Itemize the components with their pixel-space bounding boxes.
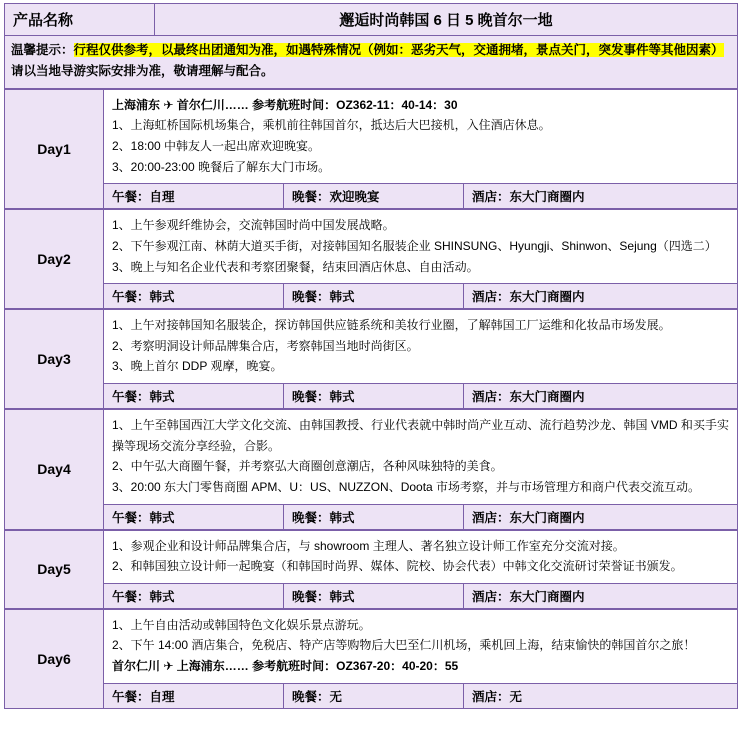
- day-row: [5, 531, 737, 610]
- itinerary-table: [4, 3, 738, 709]
- arrow-icon: ✈: [160, 97, 177, 112]
- meal-lunch: 午餐：韩式: [104, 584, 284, 608]
- hotel-info: 酒店：东大门商圈内: [472, 290, 585, 305]
- meals-bar: [104, 383, 737, 408]
- itinerary-line: 3、20:00 东大门零售商圈 APM、U：US、NUZZON、Doota 市场考察，并与市场管理方和商户代表交流互动。: [112, 479, 701, 494]
- day-content: [104, 210, 737, 283]
- day-body: [104, 210, 737, 308]
- meals-bar: [104, 583, 737, 608]
- day-label: Day4: [5, 410, 104, 529]
- day-row: [5, 90, 737, 211]
- table-header-row: [5, 4, 737, 36]
- notice-line2: 请以当地导游实际安排为准，敬请理解与配合。: [11, 64, 274, 79]
- itinerary-line: 2、18:00 中韩友人一起出席欢迎晚宴。: [112, 139, 321, 153]
- day-body: [104, 90, 737, 209]
- day-row: [5, 210, 737, 310]
- day-body: [104, 610, 737, 708]
- itinerary-line: 2、和韩国独立设计师一起晚宴（和韩国时尚界、媒体、院校、协会代表）中韩文化交流研讨荣誉证书颁发。: [112, 559, 683, 574]
- arrow-icon: ✈: [160, 659, 177, 673]
- meal-dinner: 晚餐：韩式: [284, 505, 464, 529]
- page-title: 邂逅时尚韩国 6 日 5 晚首尔一地: [339, 12, 553, 29]
- flight-time: OZ367-20：40-20：55: [336, 659, 459, 673]
- flight-origin: 上海浦东: [112, 97, 161, 112]
- flight-info: [112, 95, 729, 116]
- flight-time: OZ362-11：40-14：30: [336, 97, 458, 112]
- notice-banner: [5, 36, 737, 90]
- meal-dinner: 晚餐：欢迎晚宴: [284, 184, 464, 208]
- day-label: Day5: [5, 531, 104, 608]
- meal-dinner: 晚餐：韩式: [284, 384, 464, 408]
- meal-lunch: 午餐：韩式: [104, 384, 284, 408]
- day-row: [5, 410, 737, 531]
- meals-bar: [104, 283, 737, 308]
- days-container: [5, 90, 737, 708]
- day-label: Day6: [5, 610, 104, 708]
- product-name-label: 产品名称: [5, 4, 155, 35]
- day-content: [104, 410, 737, 504]
- meal-dinner: 晚餐：无: [284, 684, 464, 708]
- itinerary-line: 2、中午弘大商圈午餐，并考察弘大商圈创意潮店，各种风味独特的美食。: [112, 459, 503, 474]
- itinerary-line: 3、晚上首尔 DDP 观摩，晚宴。: [112, 359, 283, 374]
- meals-bar: [104, 683, 737, 708]
- meal-dinner: 晚餐：韩式: [284, 584, 464, 608]
- itinerary-line: 2、下午参观江南、林荫大道买手街，对接韩国知名服装企业 SHINSUNG、Hyungji、Shinwon、Sejung（四选二）: [112, 238, 717, 253]
- itinerary-line: 2、考察明洞设计师品牌集合店，考察韩国当地时尚街区。: [112, 338, 419, 353]
- meal-lunch: 午餐：韩式: [104, 284, 284, 308]
- day-row: [5, 610, 737, 708]
- hotel-info: 酒店：东大门商圈内: [472, 510, 585, 525]
- day-label: Day2: [5, 210, 104, 308]
- meals-bar: [104, 504, 737, 529]
- itinerary-line: 1、上午对接韩国知名服装企，探访韩国供应链系统和美妆行业圈，了解韩国工厂运维和化妆品市场发展。: [112, 318, 671, 333]
- meal-lunch: 午餐：韩式: [104, 505, 284, 529]
- hotel-info: 酒店：东大门商圈内: [472, 390, 585, 404]
- day-label: Day3: [5, 310, 104, 408]
- itinerary-line: 2、下午 14:00 酒店集合，免税店、特产店等购物后大巴至仁川机场，乘机回上海，结束愉快的韩国首尔之旅！: [112, 638, 696, 653]
- itinerary-line: 1、上午自由活动或韩国特色文化娱乐景点游玩。: [112, 617, 371, 632]
- itinerary-line: 1、参观企业和设计师品牌集合店，与 showroom 主理人、著名独立设计师工作室充分交流对接。: [112, 538, 625, 553]
- meal-dinner: 晚餐：韩式: [284, 284, 464, 308]
- day-body: [104, 531, 737, 608]
- day-content: [104, 531, 737, 583]
- itinerary-line: 1、上午至韩国西江大学文化交流、由韩国教授、行业代表就中韩时尚产业互动、流行趋势沙龙、韩国 VMD 和买手实操等现场交流分享经验，合影。: [112, 418, 729, 453]
- dot-leader: ……: [224, 97, 253, 112]
- flight-note: 参考航班时间：: [252, 97, 337, 112]
- flight-destination: 首尔仁川: [176, 97, 225, 112]
- itinerary-line: 1、上海虹桥国际机场集合，乘机前往韩国首尔，抵达后大巴接机，入住酒店休息。: [112, 118, 551, 133]
- flight-note: 参考航班时间：: [252, 659, 337, 673]
- day-row: [5, 310, 737, 410]
- meal-lunch: 午餐：自理: [104, 684, 284, 708]
- day-body: [104, 410, 737, 529]
- day-label: Day1: [5, 90, 104, 209]
- day-body: [104, 310, 737, 408]
- flight-origin: 首尔仁川: [112, 659, 161, 673]
- itinerary-line: 3、20:00-23:00 晚餐后了解东大门市场。: [112, 159, 331, 174]
- itinerary-line: 1、上午参观纤维协会，交流韩国时尚中国发展战略。: [112, 218, 395, 233]
- dot-leader: ……: [224, 659, 253, 673]
- day-content: [104, 310, 737, 383]
- hotel-info: 酒店：东大门商圈内: [472, 190, 585, 205]
- itinerary-line: 3、晚上与知名企业代表和考察团聚餐，结束回酒店休息、自由活动。: [112, 259, 479, 274]
- hotel-info: 酒店：无: [472, 689, 523, 704]
- day-content: [104, 90, 737, 184]
- notice-prefix: 温馨提示：: [11, 43, 74, 57]
- flight-destination: 上海浦东: [176, 659, 225, 673]
- hotel-info: 酒店：东大门商圈内: [472, 589, 585, 604]
- meals-bar: [104, 183, 737, 208]
- meal-lunch: 午餐：自理: [104, 184, 284, 208]
- notice-highlight: 行程仅供参考，以最终出团通知为准，如遇特殊情况（例如：恶劣天气，交通拥堵，景点关门，突发事件等其他因素）: [73, 43, 724, 57]
- flight-info: [112, 656, 729, 677]
- day-content: [104, 610, 737, 683]
